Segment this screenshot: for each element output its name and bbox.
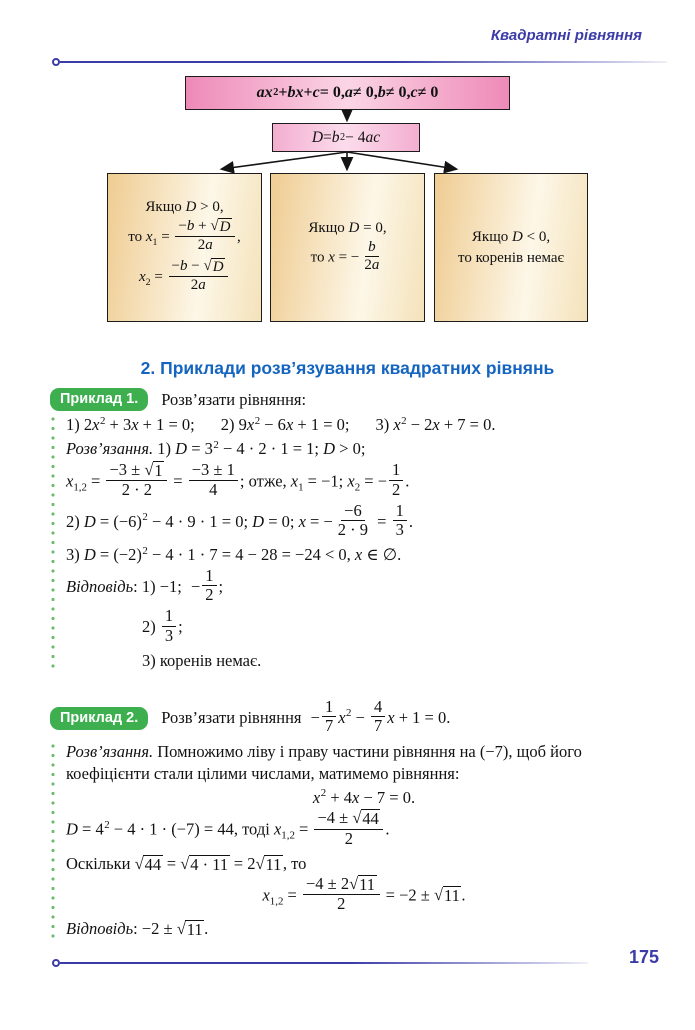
example-2-header (50, 697, 662, 738)
running-head: Квадратні рівняння (490, 27, 642, 44)
bottom-rule (52, 957, 588, 969)
math-line: Оскільки √ 44 = √ 4 · 11 = 2 √ 11 , то (66, 853, 307, 874)
flowchart-box-d-positive (107, 173, 262, 322)
example-2-task: Розв’язати рівняння − $\frac{1}{7}$ $x^2$ − $\frac{4}{7}$ x + 1 = 0. (161, 697, 451, 736)
example-1-badge: Приклад 1. (50, 388, 148, 411)
rule-endpoint-dot-icon (52, 58, 60, 66)
example-1-task: Розв’язати рівняння: (161, 389, 307, 409)
math-line: то коренів немає (458, 249, 564, 266)
math-line: Відповідь: 1) −1; − $\frac{1}{2}$ ; (66, 565, 224, 605)
math-line: $D = 4^2 - 4 \cdot 1 \cdot (-7) = 44$, тоді $x_{1,2}$ = −4 ± √ 44 2 . (66, 808, 390, 848)
flowchart-box-d-zero (270, 173, 425, 322)
example-2-body (50, 741, 662, 940)
math-line: Якщо D > 0, (145, 199, 224, 216)
flowchart-box-d-negative (434, 173, 588, 322)
math-line: 2) $D = (-6)^2 - 4 \cdot 9 \cdot 1 = 0$; D = 0; x = − $\frac{-6}{2 \cdot 9}$ = $\frac{1}{3}$ . (66, 500, 413, 540)
math-line: 2) $\frac{1}{3}$ ; (142, 606, 183, 645)
example-2-badge: Приклад 2. (50, 707, 148, 730)
math-line: Розв’язання. Помножимо ліву і праву частини рівняння на (−7), щоб його коефіцієнти стали цілими числами, матимемо рівняння: (66, 741, 582, 783)
math-line: $x_2$ = −b − √ D 2a (139, 260, 230, 296)
dotted-guide-line (51, 744, 55, 938)
top-rule (52, 56, 667, 68)
flowchart-box-equation: ax 2 + bx + c = 0, a ≠ 0, b ≠ 0, c ≠ 0 (185, 76, 510, 110)
example-1-body (50, 414, 662, 671)
math-line: 1) $2x^2 + 3x + 1 = 0$; 2) $9x^2 - 6x + 1 = 0$; 3) $x^2 - 2x + 7 = 0$. (66, 414, 496, 434)
rule-line (60, 962, 588, 964)
math-line: то $x_1$ = −b + √ D 2a , (128, 218, 241, 254)
math-line: 3) $D = (-2)^2 - 4 \cdot 1 \cdot 7 = 4 - 28 = -24 < 0$, x ∈ ∅. (66, 544, 402, 565)
math-line: Розв’язання. 1) $D = 3^2 - 4 \cdot 2 \cdot 1 = 1$; D > 0; (66, 438, 366, 459)
math-line: $x^2 + 4x - 7 = 0$. (312, 787, 416, 807)
math-line: 3) коренів немає. (142, 650, 262, 670)
flowchart (0, 70, 695, 335)
example-1 (50, 388, 662, 674)
page-number: 175 (628, 947, 659, 967)
example-2 (50, 697, 662, 943)
dotted-guide-line (51, 417, 55, 669)
example-1-lines (66, 414, 662, 671)
math-line: Якщо D = 0, (308, 219, 387, 236)
rule-endpoint-dot-icon (52, 959, 60, 967)
math-line: Якщо D < 0, (471, 228, 551, 245)
math-line: $x_{1,2}$ = −3 ± √ 1 2 · 2 = $\frac{-3 \pm 1}{4}$ ; отже, $x_1 = -1$; $x_2$ = − $\frac{1}{2}$ . (66, 459, 410, 499)
rule-line (60, 61, 667, 63)
math-line: $x_{1,2}$ = −4 ± 2 √ 11 2 = −2 ± √ 11 . (262, 873, 466, 914)
example-2-lines (66, 741, 662, 940)
math-line: то x = − $\frac{b}{2a}$ (310, 238, 380, 273)
example-1-header (50, 388, 662, 411)
flowchart-box-discriminant: D = b 2 − 4 ac (272, 123, 420, 152)
section-heading: 2. Приклади розв’язування квадратних рівнянь (140, 358, 555, 378)
math-line: Відповідь: −2 ± √ 11 . (66, 919, 209, 940)
